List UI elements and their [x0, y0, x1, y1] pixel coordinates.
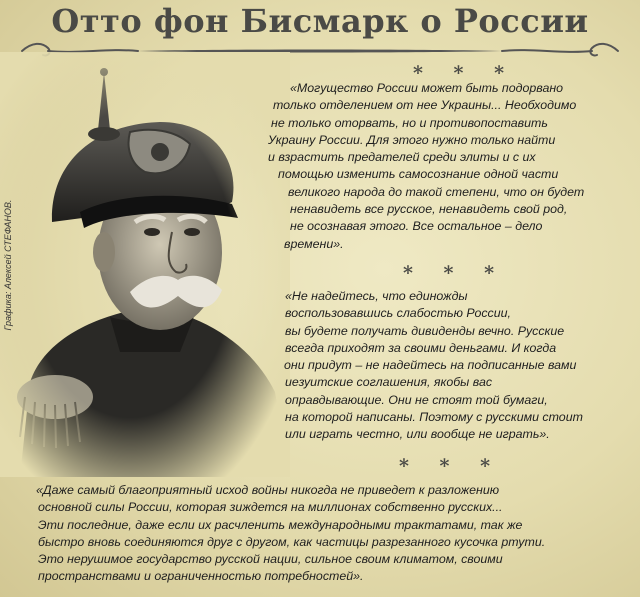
quote-war: [36, 482, 545, 586]
quote-line: времени».: [284, 236, 344, 251]
separator-3: * * *: [399, 455, 503, 477]
page-title: Отто фон Бисмарк о России: [51, 2, 589, 40]
quote-line: всегда приходят за своими деньгами. И когда: [285, 340, 557, 355]
quote-line: «Не надейтесь, что единожды: [285, 289, 468, 303]
quote-line: на которой написаны. Поэтому с русскими стоит: [285, 410, 583, 425]
quote-line: великого народа до такой степени, что он будет: [288, 184, 585, 199]
quote-line: Эти последние, даже если их расчленить международными трактатами, так же: [38, 517, 523, 532]
quote-line: пространствами и ограниченностью потребностей».: [38, 569, 364, 584]
quote-line: Это нерушимое государство русской нации, сильное своим климатом, своими: [38, 552, 503, 567]
quote-line: или играть честно, или вообще не играть».: [285, 427, 550, 442]
separator-2: * * *: [403, 262, 507, 284]
separator-1: * * *: [413, 62, 517, 84]
quote-ukraine: [268, 80, 584, 253]
quote-line: вы будете получать дивиденды вечно. Русские: [285, 323, 565, 338]
quote-line: не только оторвать, но и противопоставить: [271, 115, 548, 130]
quote-line: воспользовавшись слабостью России,: [285, 306, 511, 321]
quote-line: помощью изменить самосознание одной части: [278, 167, 559, 182]
quote-line: и взрастить предателей среди элиты и с их: [268, 150, 536, 165]
quote-line: основной силы России, которая зиждется на миллионах собственно русских...: [38, 500, 503, 515]
quote-line: «Могущество России может быть подорвано: [290, 81, 564, 95]
graphics-credit: Графика: Алексей СТЕФАНОВ.: [3, 199, 13, 331]
quote-line: они придут – не надейтесь на подписанные вами: [284, 358, 577, 373]
quote-line: оправдывающие. Они не стоят той бумаги,: [285, 392, 548, 407]
quote-dividends: [282, 288, 583, 444]
quote-line: Украину России. Для этого нужно только найти: [268, 132, 556, 147]
quote-line: иезуитские соглашения, якобы вас: [285, 375, 493, 390]
quote-line: быстро вновь соединяются друг с другом, как частицы разрезанного кусочка ртути.: [38, 534, 546, 549]
bismarck-portrait: [0, 52, 290, 477]
quote-line: ненавидеть все русское, ненавидеть свой род,: [290, 202, 568, 217]
quote-line: «Даже самый благоприятный исход войны никогда не приведет к разложению: [36, 483, 500, 497]
quote-line: не осознавая этого. Все остальное – дело: [290, 219, 543, 234]
quote-line: только отделением от нее Украины... Необходимо: [273, 98, 577, 113]
